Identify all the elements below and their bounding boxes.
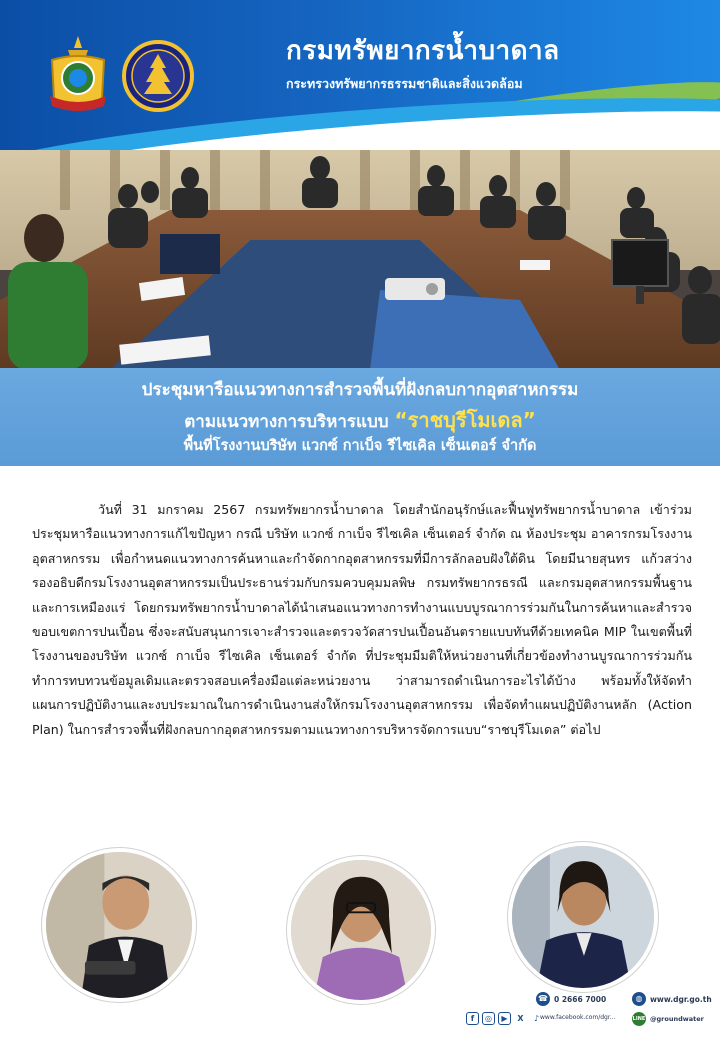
facebook-page bbox=[540, 1014, 615, 1021]
headline-line-2-text: ตามแนวทางการบริหารแบบ bbox=[184, 412, 395, 432]
headline-line-1: ประชุมหารือแนวทางการสำรวจพื้นที่ฝังกลบกากอุตสาหกรรม bbox=[141, 380, 579, 400]
phone-icon: ☎ bbox=[536, 992, 550, 1006]
dgr-logo bbox=[42, 34, 114, 116]
facebook-icon[interactable]: f bbox=[466, 1012, 479, 1025]
website-contact bbox=[632, 992, 712, 1006]
facebook-page-link[interactable]: www.facebook.com/dgr... bbox=[540, 1014, 616, 1021]
title-band bbox=[0, 368, 720, 466]
portrait-woman-right bbox=[508, 842, 658, 992]
meeting-photo bbox=[0, 150, 720, 370]
website-link[interactable]: www.dgr.go.th bbox=[650, 994, 712, 1004]
page-header bbox=[0, 0, 720, 150]
headline-line-2 bbox=[0, 404, 720, 436]
org-title: กรมทรัพยากรน้ำบาดาล bbox=[286, 36, 560, 66]
mnre-logo bbox=[122, 34, 194, 116]
tiktok-icon[interactable]: ♪ bbox=[533, 1014, 540, 1023]
phone-number: 0 2666 7000 bbox=[554, 994, 607, 1004]
phone-contact bbox=[536, 992, 606, 1006]
portrait-woman-center bbox=[287, 856, 435, 1004]
line-icon: LINE bbox=[632, 1012, 646, 1026]
youtube-icon[interactable]: ▶ bbox=[498, 1012, 511, 1025]
line-contact bbox=[632, 1012, 704, 1026]
news-body: วันที่ 31 มกราคม 2567 กรมทรัพยากรน้ำบาดาล โดยสำนักอนุรักษ์และฟื้นฟูทรัพยากรน้ำบาดาล เข้าร่วมประชุมหารือแนวทางการแก้ไขปัญหา กรณี บริษัท แวกซ์ กาเบ็จ รีไซเคิล เซ็นเตอร์ จำกัด ณ ห้องประชุม อาคารกรมโรงงานอุตสาหกรรม เพื่อกำหนดแนวทางการค้นหาและกำจัดกากอุตสาหกรรมที่มีการลักลอบฝังใต้ดิน โดยมีนายสุนทร แก้วสว่าง รองอธิบดีกรมโรงงานอุตสาหกรรมเป็นประธานร่วมกับกรมควบคุมมลพิษ กรมทรัพยากรธรณี และกรมอุตสาหกรรมพื้นฐานและการเหมืองแร่ โดยกรมทรัพยากรน้ำบาดาลได้นำเสนอแนวทางการทำงานแบบบูรณาการร่วมกันในการค้นหาและสำรวจขอบเขตการปนเปื้อน ซึ่งจะสนับสนุนการเจาะสำรวจและตรวจวัดสารปนเปื้อนอันตรายแบบทันทีด้วยเทคนิค MIP ในเขตพื้นที่โรงงานของบริษัท แวกซ์ กาเบ็จ รีไซเคิล เซ็นเตอร์ จำกัด ที่ประชุมมีมติให้หน่วยงานที่เกี่ยวข้องทำงานบูรณาการร่วมกัน ทำการทบทวนข้อมูลเดิมและตรวจสอบเครื่องมือแต่ละหน่วยงาน ว่าสามารถดำเนินการอะไรได้บ้าง พร้อมทั้งให้จัดทำแผนการปฏิบัติงานและงบประมาณในการดำเนินงานส่งให้กรมโรงงานอุตสาหกรรม เพื่อจัดทำแผนปฏิบัติงานหลัก (Action Plan) ในการสำรวจพื้นที่ฝังกลบกากอุตสาหกรรมตามแนวทางการบริหารจัดการแบบ“ราชบุรีโมเดล” ต่อไป bbox=[32, 502, 692, 737]
ratchaburi-model-highlight: “ราชบุรีโมเดล” bbox=[394, 408, 536, 432]
line-id[interactable]: @groundwater bbox=[650, 1015, 704, 1023]
globe-icon: ◍ bbox=[632, 992, 646, 1006]
headline-line-3: พื้นที่โรงงานบริษัท แวกซ์ กาเบ็จ รีไซเคิล เซ็นเตอร์ จำกัด bbox=[183, 438, 537, 454]
instagram-icon[interactable]: ◎ bbox=[482, 1012, 495, 1025]
social-icons bbox=[466, 1012, 543, 1025]
ministry-name: กระทรวงทรัพยากรธรรมชาติและสิ่งแวดล้อม bbox=[286, 76, 523, 91]
x-icon[interactable]: X bbox=[517, 1014, 524, 1023]
portrait-man-speaker bbox=[42, 848, 196, 1002]
